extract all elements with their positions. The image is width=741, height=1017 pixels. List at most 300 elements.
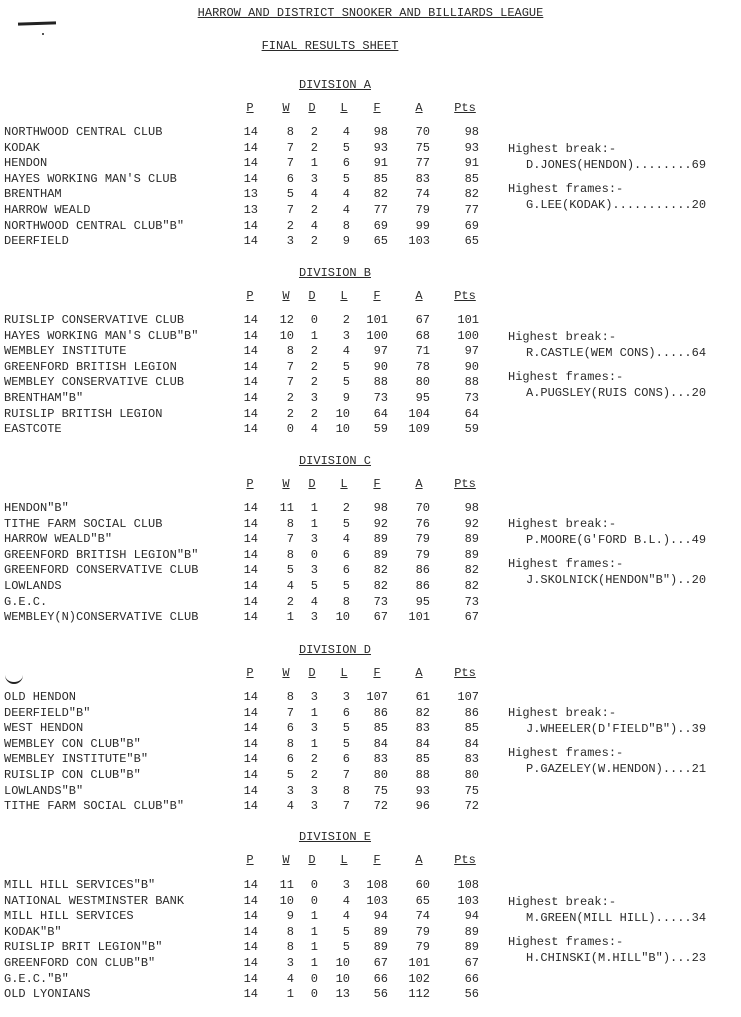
division-highlights xyxy=(508,142,740,213)
stat-pts: 89 xyxy=(464,924,479,939)
stat-l: 6 xyxy=(342,705,350,720)
stat-l: 5 xyxy=(342,721,350,736)
stat-f: 94 xyxy=(373,909,388,924)
team-name: G.E.C."B" xyxy=(4,971,69,986)
stat-l: 9 xyxy=(342,391,350,405)
stat-l: 8 xyxy=(342,218,350,233)
stat-pts: 107 xyxy=(457,690,479,704)
table-row xyxy=(0,407,500,423)
stat-w: 8 xyxy=(286,690,294,704)
stat-p: 14 xyxy=(243,721,258,736)
stat-w: 7 xyxy=(286,375,294,390)
stat-d: 2 xyxy=(310,768,318,782)
stat-pts: 93 xyxy=(464,140,479,155)
stat-pts: 82 xyxy=(464,579,479,593)
stat-w: 7 xyxy=(286,359,294,374)
highest-break-label: Highest break:- xyxy=(508,706,617,720)
table-row xyxy=(0,784,500,800)
stat-f: 98 xyxy=(373,501,388,515)
team-name: HARROW WEALD xyxy=(4,203,91,217)
stat-f: 91 xyxy=(373,156,388,171)
stat-a: 80 xyxy=(415,375,430,390)
stat-p: 13 xyxy=(243,203,258,217)
column-header-d: D xyxy=(308,289,316,303)
stat-l: 10 xyxy=(335,422,350,437)
team-name: BRENTHAM"B" xyxy=(4,391,84,405)
team-name: BRENTHAM xyxy=(4,187,62,202)
stat-a: 79 xyxy=(415,532,430,547)
stat-f: 90 xyxy=(373,359,388,374)
stat-f: 73 xyxy=(373,391,388,405)
division-highlights xyxy=(508,330,740,401)
stat-a: 60 xyxy=(415,878,430,892)
stat-p: 14 xyxy=(243,610,258,625)
column-header-d: D xyxy=(308,101,316,115)
stat-w: 1 xyxy=(286,987,294,1002)
table-row xyxy=(0,344,500,360)
stat-pts: 67 xyxy=(464,956,479,970)
stat-w: 6 xyxy=(286,752,294,767)
stat-pts: 92 xyxy=(464,516,479,531)
stat-l: 5 xyxy=(342,924,350,939)
stat-d: 4 xyxy=(310,218,318,233)
column-header-f: F xyxy=(373,289,381,303)
stat-pts: 73 xyxy=(464,391,479,405)
stat-l: 3 xyxy=(342,690,350,704)
table-row xyxy=(0,972,500,988)
tick-mark xyxy=(5,672,23,684)
stat-a: 82 xyxy=(415,705,430,720)
stat-pts: 59 xyxy=(464,422,479,437)
team-name: DEERFIELD"B" xyxy=(4,705,91,720)
highest-frames-label: Highest frames:- xyxy=(508,935,624,949)
table-row xyxy=(0,375,500,391)
division-highlights xyxy=(508,706,740,777)
stat-a: 95 xyxy=(415,594,430,609)
stat-l: 4 xyxy=(342,344,350,359)
table-row xyxy=(0,422,500,438)
team-name: KODAK xyxy=(4,140,41,155)
stat-d: 3 xyxy=(310,799,318,814)
stat-pts: 94 xyxy=(464,909,479,924)
table-row xyxy=(0,141,500,157)
stat-f: 86 xyxy=(373,705,388,720)
highest-break-value: D.JONES(HENDON)........69 xyxy=(526,157,707,172)
stat-a: 101 xyxy=(408,610,430,625)
highest-frames-label: Highest frames:- xyxy=(508,370,624,384)
stat-d: 2 xyxy=(310,359,318,374)
column-header-pts: Pts xyxy=(454,853,476,867)
stat-d: 0 xyxy=(310,313,318,327)
stat-pts: 88 xyxy=(464,375,479,390)
stat-f: 72 xyxy=(373,799,388,814)
table-row xyxy=(0,940,500,956)
stat-w: 6 xyxy=(286,171,294,186)
stat-pts: 72 xyxy=(464,799,479,814)
table-row xyxy=(0,768,500,784)
table-row xyxy=(0,987,500,1003)
stat-d: 1 xyxy=(310,736,318,751)
division-heading: DIVISION A xyxy=(298,78,371,92)
table-row xyxy=(0,548,500,564)
stat-d: 3 xyxy=(310,391,318,405)
stat-a: 65 xyxy=(415,893,430,908)
highest-break-label: Highest break:- xyxy=(508,142,617,156)
stat-l: 7 xyxy=(342,768,350,782)
column-header-d: D xyxy=(308,666,316,680)
column-header-l: L xyxy=(340,101,348,115)
stat-pts: 98 xyxy=(464,125,479,139)
stat-l: 9 xyxy=(342,234,350,249)
stat-d: 2 xyxy=(310,344,318,359)
column-header-a: A xyxy=(415,853,423,867)
table-row xyxy=(0,234,500,250)
highest-break-value: M.GREEN(MILL HILL).....34 xyxy=(526,910,707,925)
stat-l: 10 xyxy=(335,610,350,625)
stat-w: 5 xyxy=(286,768,294,782)
stat-w: 9 xyxy=(286,909,294,924)
stat-pts: 103 xyxy=(457,893,479,908)
stat-p: 14 xyxy=(243,501,258,515)
table-row xyxy=(0,313,500,329)
stat-a: 85 xyxy=(415,752,430,767)
team-name: OLD HENDON xyxy=(4,690,77,704)
stat-a: 78 xyxy=(415,359,430,374)
stat-f: 84 xyxy=(373,736,388,751)
highest-frames-label: Highest frames:- xyxy=(508,557,624,571)
stat-d: 0 xyxy=(310,893,318,908)
stat-l: 6 xyxy=(342,547,350,562)
table-row xyxy=(0,706,500,722)
team-name: WEMBLEY(N)CONSERVATIVE CLUB xyxy=(4,610,199,625)
stat-a: 99 xyxy=(415,218,430,233)
sheet-subtitle: FINAL RESULTS SHEET xyxy=(261,39,399,53)
stat-f: 93 xyxy=(373,140,388,155)
stat-w: 5 xyxy=(286,563,294,578)
stat-pts: 56 xyxy=(464,987,479,1002)
stat-a: 83 xyxy=(415,721,430,736)
column-header-f: F xyxy=(373,666,381,680)
stat-f: 65 xyxy=(373,234,388,249)
column-header-p: P xyxy=(246,666,254,680)
stat-pts: 89 xyxy=(464,547,479,562)
team-name: HAYES WORKING MAN'S CLUB"B" xyxy=(4,328,199,343)
column-header-f: F xyxy=(373,853,381,867)
ink-mark xyxy=(18,21,56,25)
team-name: TITHE FARM SOCIAL CLUB xyxy=(4,516,163,531)
stat-l: 10 xyxy=(335,406,350,421)
stat-d: 0 xyxy=(310,971,318,986)
stat-pts: 67 xyxy=(464,610,479,625)
stat-f: 67 xyxy=(373,956,388,970)
team-name: RUISLIP CON CLUB"B" xyxy=(4,768,141,782)
stat-w: 8 xyxy=(286,940,294,955)
stat-d: 2 xyxy=(310,125,318,139)
stat-f: 66 xyxy=(373,971,388,986)
stat-l: 5 xyxy=(342,140,350,155)
stat-p: 13 xyxy=(243,187,258,202)
table-row xyxy=(0,909,500,925)
team-name: WEMBLEY INSTITUTE xyxy=(4,344,127,359)
team-name: HAYES WORKING MAN'S CLUB xyxy=(4,171,177,186)
stat-d: 2 xyxy=(310,752,318,767)
stat-l: 10 xyxy=(335,956,350,970)
stat-l: 5 xyxy=(342,359,350,374)
stat-pts: 85 xyxy=(464,721,479,736)
division-heading: DIVISION C xyxy=(298,454,371,468)
stat-f: 98 xyxy=(373,125,388,139)
stat-a: 74 xyxy=(415,909,430,924)
team-name: GREENFORD BRITISH LEGION"B" xyxy=(4,547,199,562)
column-header-f: F xyxy=(373,101,381,115)
column-header-pts: Pts xyxy=(454,289,476,303)
stat-d: 4 xyxy=(310,422,318,437)
stat-w: 3 xyxy=(286,234,294,249)
stat-d: 2 xyxy=(310,140,318,155)
stat-w: 12 xyxy=(279,313,294,327)
column-header-a: A xyxy=(415,477,423,491)
league-title: HARROW AND DISTRICT SNOOKER AND BILLIARDS LEAGUE xyxy=(197,6,544,20)
highest-break-value: R.CASTLE(WEM CONS).....64 xyxy=(526,345,707,360)
stat-a: 79 xyxy=(415,547,430,562)
stat-a: 75 xyxy=(415,140,430,155)
stat-d: 1 xyxy=(310,956,318,970)
stat-p: 14 xyxy=(243,768,258,782)
team-name: KODAK"B" xyxy=(4,924,62,939)
stat-f: 82 xyxy=(373,187,388,202)
stat-p: 14 xyxy=(243,956,258,970)
stat-d: 3 xyxy=(310,783,318,798)
stat-w: 0 xyxy=(286,422,294,437)
table-row xyxy=(0,187,500,203)
stat-pts: 82 xyxy=(464,563,479,578)
stat-d: 1 xyxy=(310,940,318,955)
highest-break-value: J.WHEELER(D'FIELD"B")..39 xyxy=(526,721,707,736)
stat-p: 14 xyxy=(243,783,258,798)
team-name: LOWLANDS xyxy=(4,579,62,593)
highest-frames-value: H.CHINSKI(M.HILL"B")...23 xyxy=(526,950,707,965)
stat-p: 14 xyxy=(243,594,258,609)
stat-pts: 89 xyxy=(464,940,479,955)
team-name: OLD LYONIANS xyxy=(4,987,91,1002)
stat-w: 2 xyxy=(286,594,294,609)
stat-d: 2 xyxy=(310,375,318,390)
stat-pts: 66 xyxy=(464,971,479,986)
stat-a: 95 xyxy=(415,391,430,405)
stat-p: 14 xyxy=(243,987,258,1002)
stat-l: 2 xyxy=(342,313,350,327)
stat-w: 7 xyxy=(286,156,294,171)
stat-f: 67 xyxy=(373,610,388,625)
spacer xyxy=(508,361,740,370)
team-name: WEMBLEY CON CLUB"B" xyxy=(4,736,141,751)
stat-a: 74 xyxy=(415,187,430,202)
stat-w: 8 xyxy=(286,125,294,139)
stat-pts: 84 xyxy=(464,736,479,751)
stat-w: 11 xyxy=(279,501,294,515)
stat-a: 112 xyxy=(408,987,430,1002)
column-header-l: L xyxy=(340,853,348,867)
stat-d: 5 xyxy=(310,579,318,593)
stat-l: 4 xyxy=(342,909,350,924)
stat-p: 14 xyxy=(243,328,258,343)
stat-d: 1 xyxy=(310,909,318,924)
stat-l: 6 xyxy=(342,563,350,578)
stat-a: 104 xyxy=(408,406,430,421)
stat-a: 96 xyxy=(415,799,430,814)
team-name: RUISLIP BRIT LEGION"B" xyxy=(4,940,163,955)
stat-pts: 73 xyxy=(464,594,479,609)
team-name: NORTHWOOD CENTRAL CLUB xyxy=(4,125,163,139)
stat-p: 14 xyxy=(243,878,258,892)
stat-pts: 91 xyxy=(464,156,479,171)
team-name: G.E.C. xyxy=(4,594,48,609)
stat-d: 3 xyxy=(310,610,318,625)
team-name: TITHE FARM SOCIAL CLUB"B" xyxy=(4,799,185,814)
stat-d: 1 xyxy=(310,328,318,343)
stat-l: 4 xyxy=(342,203,350,217)
column-header-w: W xyxy=(282,477,290,491)
team-name: LOWLANDS"B" xyxy=(4,783,84,798)
highest-frames-value: P.GAZELEY(W.HENDON)....21 xyxy=(526,761,707,776)
team-name: WEMBLEY INSTITUTE"B" xyxy=(4,752,149,767)
stat-d: 3 xyxy=(310,563,318,578)
stat-p: 14 xyxy=(243,422,258,437)
stat-w: 11 xyxy=(279,878,294,892)
stat-f: 64 xyxy=(373,406,388,421)
stat-a: 109 xyxy=(408,422,430,437)
stat-f: 103 xyxy=(366,893,388,908)
stat-d: 3 xyxy=(310,690,318,704)
stat-pts: 65 xyxy=(464,234,479,249)
stat-f: 101 xyxy=(366,313,388,327)
stat-w: 3 xyxy=(286,956,294,970)
stat-p: 14 xyxy=(243,924,258,939)
stat-pts: 77 xyxy=(464,203,479,217)
spacer xyxy=(508,737,740,746)
stat-a: 79 xyxy=(415,924,430,939)
stat-p: 14 xyxy=(243,359,258,374)
highest-frames-value: J.SKOLNICK(HENDON"B")..20 xyxy=(526,572,707,587)
stat-p: 14 xyxy=(243,579,258,593)
stat-pts: 98 xyxy=(464,501,479,515)
stat-l: 8 xyxy=(342,594,350,609)
team-name: GREENFORD CONSERVATIVE CLUB xyxy=(4,563,199,578)
stat-p: 14 xyxy=(243,218,258,233)
stat-l: 5 xyxy=(342,516,350,531)
stat-a: 79 xyxy=(415,940,430,955)
stat-f: 82 xyxy=(373,579,388,593)
column-header-a: A xyxy=(415,101,423,115)
table-row xyxy=(0,391,500,407)
column-header-w: W xyxy=(282,289,290,303)
highest-break-label: Highest break:- xyxy=(508,517,617,531)
table-row xyxy=(0,156,500,172)
stat-d: 1 xyxy=(310,705,318,720)
spacer xyxy=(508,548,740,557)
stat-w: 10 xyxy=(279,893,294,908)
stat-p: 14 xyxy=(243,752,258,767)
stat-w: 7 xyxy=(286,705,294,720)
stat-p: 14 xyxy=(243,140,258,155)
stat-w: 1 xyxy=(286,610,294,625)
team-name: HENDON xyxy=(4,156,48,171)
stat-d: 4 xyxy=(310,594,318,609)
team-name: DEERFIELD xyxy=(4,234,69,249)
table-row xyxy=(0,956,500,972)
stat-p: 14 xyxy=(243,690,258,704)
stat-p: 14 xyxy=(243,940,258,955)
column-header-l: L xyxy=(340,477,348,491)
stat-f: 85 xyxy=(373,721,388,736)
stat-w: 2 xyxy=(286,406,294,421)
stat-a: 67 xyxy=(415,313,430,327)
column-header-pts: Pts xyxy=(454,666,476,680)
stat-p: 14 xyxy=(243,391,258,405)
stat-w: 7 xyxy=(286,140,294,155)
division-highlights xyxy=(508,517,740,588)
stat-p: 14 xyxy=(243,909,258,924)
table-row xyxy=(0,690,500,706)
stat-p: 14 xyxy=(243,516,258,531)
stat-l: 5 xyxy=(342,579,350,593)
stat-p: 14 xyxy=(243,406,258,421)
stat-a: 84 xyxy=(415,736,430,751)
stat-f: 73 xyxy=(373,594,388,609)
stat-p: 14 xyxy=(243,171,258,186)
stat-w: 8 xyxy=(286,924,294,939)
stat-a: 70 xyxy=(415,125,430,139)
stat-d: 4 xyxy=(310,187,318,202)
stat-d: 0 xyxy=(310,987,318,1002)
team-name: RUISLIP CONSERVATIVE CLUB xyxy=(4,313,185,327)
table-row xyxy=(0,219,500,235)
stat-l: 7 xyxy=(342,799,350,814)
stat-w: 4 xyxy=(286,579,294,593)
stat-l: 4 xyxy=(342,532,350,547)
stat-w: 7 xyxy=(286,532,294,547)
highest-break-value: P.MOORE(G'FORD B.L.)...49 xyxy=(526,532,707,547)
stat-l: 4 xyxy=(342,125,350,139)
stat-pts: 97 xyxy=(464,344,479,359)
stat-a: 86 xyxy=(415,579,430,593)
stat-l: 5 xyxy=(342,171,350,186)
table-row xyxy=(0,517,500,533)
ink-dot xyxy=(42,33,44,35)
stat-pts: 86 xyxy=(464,705,479,720)
stat-pts: 108 xyxy=(457,878,479,892)
column-header-d: D xyxy=(308,477,316,491)
column-header-a: A xyxy=(415,666,423,680)
stat-l: 4 xyxy=(342,893,350,908)
stat-a: 101 xyxy=(408,956,430,970)
stat-d: 0 xyxy=(310,878,318,892)
stat-f: 89 xyxy=(373,940,388,955)
team-name: WEMBLEY CONSERVATIVE CLUB xyxy=(4,375,185,390)
stat-f: 77 xyxy=(373,203,388,217)
stat-l: 8 xyxy=(342,783,350,798)
stat-f: 89 xyxy=(373,924,388,939)
stat-a: 86 xyxy=(415,563,430,578)
stat-d: 3 xyxy=(310,532,318,547)
stat-f: 89 xyxy=(373,532,388,547)
stat-p: 14 xyxy=(243,532,258,547)
stat-l: 10 xyxy=(335,971,350,986)
team-name: MILL HILL SERVICES"B" xyxy=(4,878,156,892)
stat-w: 2 xyxy=(286,391,294,405)
stat-d: 2 xyxy=(310,406,318,421)
stat-f: 92 xyxy=(373,516,388,531)
